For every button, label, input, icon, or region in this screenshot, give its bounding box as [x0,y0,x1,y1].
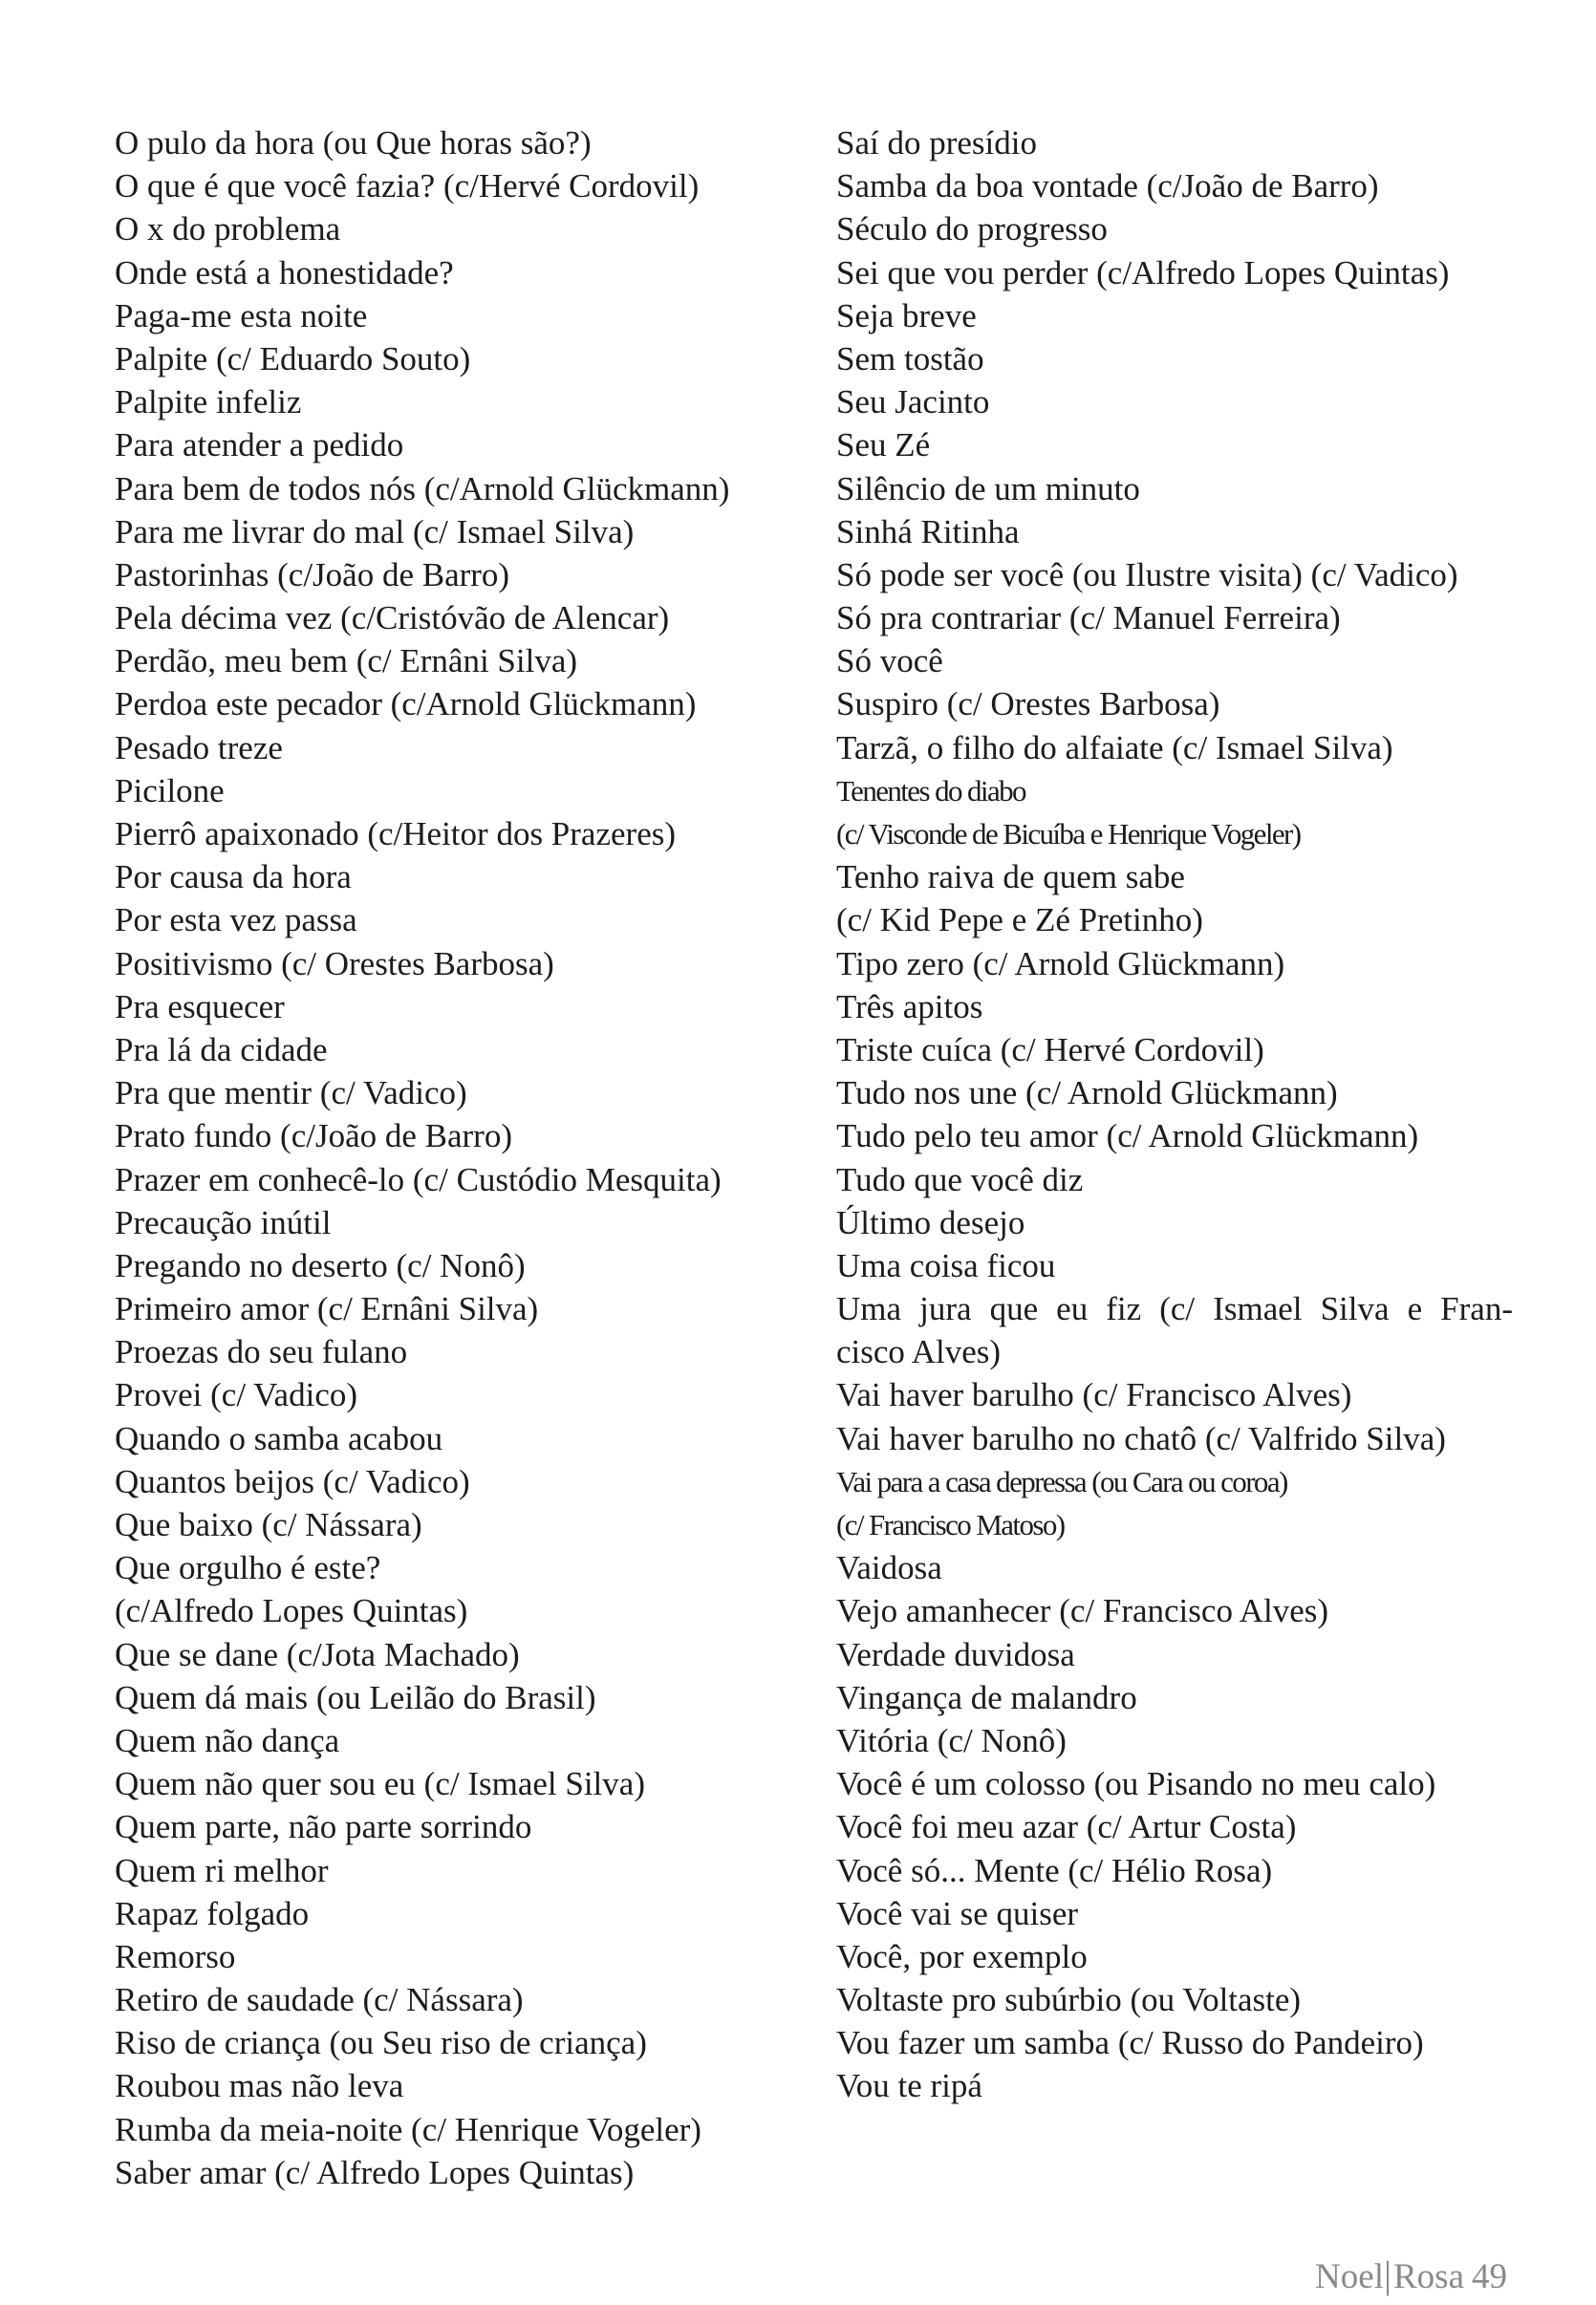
song-title: Você vai se quiser [836,1894,1079,1932]
footer-author-last: Rosa [1393,2257,1464,2296]
song-title: Vai haver barulho (c/ Francisco Alves) [836,1376,1352,1414]
song-title: Sei que vou perder (c/Alfredo Lopes Quintas) [836,253,1450,291]
song-title: Seja breve [836,296,977,334]
song-title: Seu Jacinto [836,383,990,421]
song-title: Saber amar (c/ Alfredo Lopes Quintas) [115,2153,635,2191]
song-title: Tarzã, o filho do alfaiate (c/ Ismael Silva) [836,728,1393,766]
page-number: 49 [1472,2257,1507,2296]
song-title: Paga-me esta noite [115,296,368,334]
song-title: Quem não quer sou eu (c/ Ismael Silva) [115,1765,645,1803]
footer-author-first: Noel [1315,2257,1384,2296]
song-title: Pra lá da cidade [115,1030,328,1068]
running-footer [1315,2252,1507,2297]
song-title: Tenho raiva de quem sabe [836,858,1185,896]
song-title: Precaução inútil [115,1203,332,1241]
song-title: O x do problema [115,210,341,248]
song-title: Pastorinhas (c/João de Barro) [115,555,510,593]
song-title: Tudo que você diz [836,1160,1084,1198]
song-title: Pela décima vez (c/Cristóvão de Alencar) [115,599,670,637]
song-title: Perdão, meu bem (c/ Ernâni Silva) [115,642,578,680]
song-title: Perdoa este pecador (c/Arnold Glückmann) [115,685,697,723]
song-title: Riso de criança (ou Seu riso de criança) [115,2024,647,2062]
song-title: (c/ Francisco Matoso) [836,1508,1065,1541]
song-title: Uma coisa ficou [836,1246,1056,1284]
song-title: Você, por exemplo [836,1937,1088,1975]
song-title: Rapaz folgado [115,1894,310,1932]
song-title: Vai para a casa depressa (ou Cara ou coroa) [836,1464,1287,1498]
song-title: Que baixo (c/ Nássara) [115,1506,422,1543]
song-title: Vitória (c/ Nonô) [836,1721,1067,1759]
song-title: Rumba da meia-noite (c/ Henrique Vogeler) [115,2110,701,2148]
song-title: cisco Alves) [836,1333,1002,1371]
song-title: (c/ Kid Pepe e Zé Pretinho) [836,901,1203,939]
song-title: Silêncio de um minuto [836,469,1140,507]
song-title: Positivismo (c/ Orestes Barbosa) [115,944,554,982]
song-title: Só pra contrariar (c/ Manuel Ferreira) [836,599,1341,637]
song-title: Quem não dança [115,1721,340,1759]
song-title: Palpite infeliz [115,383,302,421]
song-title: Suspiro (c/ Orestes Barbosa) [836,685,1220,723]
song-title: O que é que você fazia? (c/Hervé Cordovil) [115,167,700,205]
song-list-right [836,121,1513,2108]
song-title: Roubou mas não leva [115,2067,404,2105]
song-title: Palpite (c/ Eduardo Souto) [115,339,471,377]
song-title: Vingança de malandro [836,1678,1137,1716]
song-title: Tudo pelo teu amor (c/ Arnold Glückmann) [836,1117,1419,1155]
song-list-left [115,121,798,2194]
song-title: Pierrô apaixonado (c/Heitor dos Prazeres) [115,815,677,852]
song-title: Vou fazer um samba (c/ Russo do Pandeiro) [836,2024,1424,2062]
song-title: Voltaste pro subúrbio (ou Voltaste) [836,1981,1302,2019]
song-title: Tudo nos une (c/ Arnold Glückmann) [836,1074,1338,1112]
song-title: Sem tostão [836,339,984,377]
song-title: Verdade duvidosa [836,1635,1075,1673]
song-title: Que orgulho é este? [115,1549,381,1587]
song-title: Século do progresso [836,210,1108,248]
song-title: Vejo amanhecer (c/ Francisco Alves) [836,1592,1329,1630]
song-title: Você é um colosso (ou Pisando no meu calo) [836,1765,1436,1803]
song-title: Saí do presídio [836,124,1037,162]
song-title: Primeiro amor (c/ Ernâni Silva) [115,1290,539,1328]
song-title: Tenentes do diabo [836,773,1025,808]
song-title: Pra que mentir (c/ Vadico) [115,1074,467,1112]
song-title: Por causa da hora [115,858,352,896]
song-title: Para bem de todos nós (c/Arnold Glückmann) [115,469,730,507]
song-title: Seu Zé [836,426,931,464]
song-title: (c/ Visconde de Bicuíba e Henrique Vogeler) [836,817,1301,851]
song-title: Samba da boa vontade (c/João de Barro) [836,167,1379,205]
footer-separator: | [1383,2253,1391,2296]
song-title: Pesado treze [115,728,283,766]
song-title: Por esta vez passa [115,901,357,939]
song-title: Vou te ripá [836,2067,982,2105]
song-title: Último desejo [836,1203,1025,1241]
song-title: Que se dane (c/Jota Machado) [115,1635,520,1673]
song-title: Vaidosa [836,1549,942,1587]
song-title: Pregando no deserto (c/ Nonô) [115,1246,526,1284]
song-title: Prazer em conhecê-lo (c/ Custódio Mesquita) [115,1160,722,1198]
song-title: Quem ri melhor [115,1851,329,1889]
song-title: Você só... Mente (c/ Hélio Rosa) [836,1851,1273,1889]
song-title: Você foi meu azar (c/ Artur Costa) [836,1808,1297,1846]
song-title: Pra esquecer [115,987,285,1025]
song-title: (c/Alfredo Lopes Quintas) [115,1592,468,1630]
song-title: Quando o samba acabou [115,1419,443,1457]
song-title: O pulo da hora (ou Que horas são?) [115,124,592,162]
song-title: Para atender a pedido [115,426,404,464]
song-title: Provei (c/ Vadico) [115,1376,358,1414]
song-title: Para me livrar do mal (c/ Ismael Silva) [115,512,635,550]
song-title: Tipo zero (c/ Arnold Glückmann) [836,944,1285,982]
song-title: Três apitos [836,987,983,1025]
song-title: Quantos beijos (c/ Vadico) [115,1462,470,1500]
song-title: Triste cuíca (c/ Hervé Cordovil) [836,1030,1264,1068]
song-title: Sinhá Ritinha [836,512,1020,550]
song-title: Onde está a honestidade? [115,253,454,291]
song-title: Prato fundo (c/João de Barro) [115,1117,512,1155]
song-title: Só pode ser você (ou Ilustre visita) (c/ Vadico) [836,555,1458,593]
song-title: Quem parte, não parte sorrindo [115,1808,532,1846]
song-title: Picilone [115,771,225,809]
song-title: Retiro de saudade (c/ Nássara) [115,1981,524,2019]
song-title: Quem dá mais (ou Leilão do Brasil) [115,1678,596,1716]
song-title: Uma jura que eu fiz (c/ Ismael Silva e Fran- [836,1290,1513,1328]
song-title: Vai haver barulho no chatô (c/ Valfrido Silva) [836,1419,1446,1457]
song-title: Remorso [115,1937,236,1975]
song-title: Só você [836,642,943,680]
song-title: Proezas do seu fulano [115,1333,408,1371]
